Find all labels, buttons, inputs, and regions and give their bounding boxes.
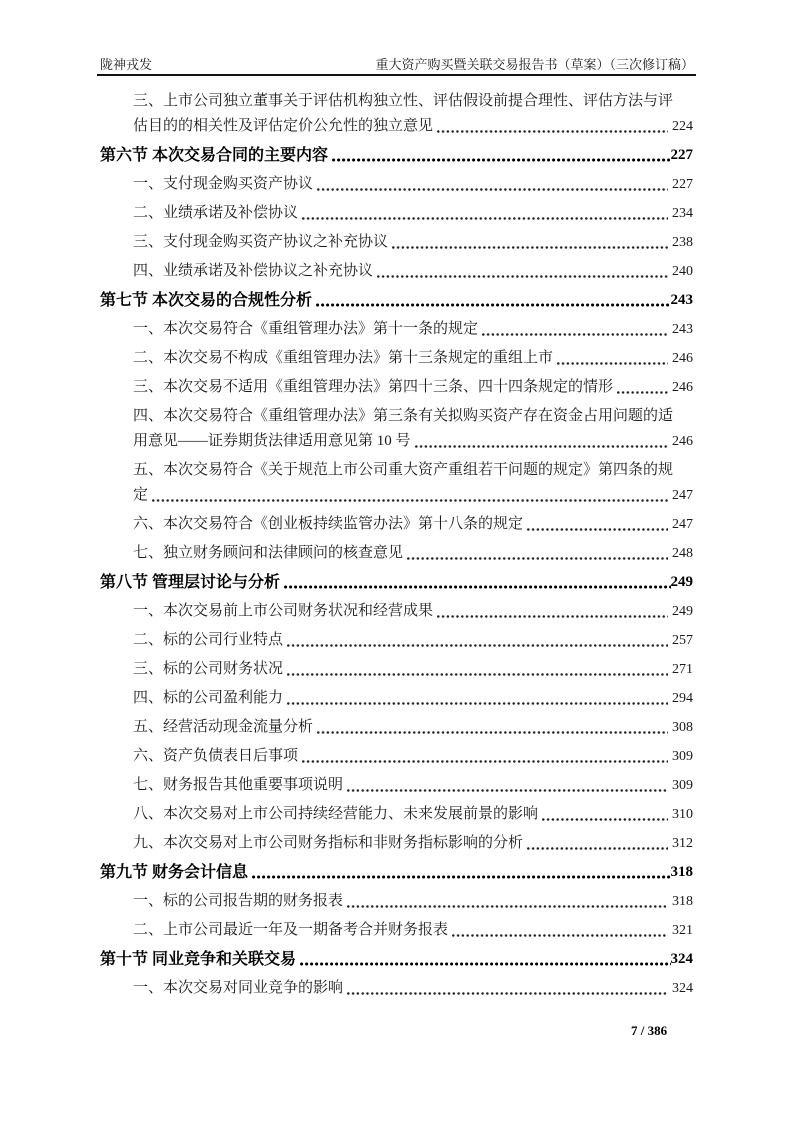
toc-entry [100, 802, 693, 827]
toc-entry-row [133, 375, 693, 400]
toc-entry-text: 二、上市公司最近一年及一期备考合并财务报表 [133, 922, 449, 938]
toc-entry-row [133, 429, 693, 454]
toc-page-number: 227 [670, 147, 693, 163]
toc-page-number: 243 [672, 322, 693, 337]
toc-entry [100, 512, 693, 537]
leader-dots [347, 789, 668, 792]
toc-entry-text: 三、标的公司财务状况 [133, 661, 284, 677]
toc-page-number: 249 [672, 604, 693, 619]
toc-entry-text: 一、本次交易前上市公司财务状况和经营成果 [133, 603, 434, 619]
toc-entry-row [133, 541, 693, 566]
toc-entry-row [133, 802, 693, 827]
toc-entry-text: 九、本次交易对上市公司财务指标和非财务指标影响的分析 [133, 835, 524, 851]
toc-entry-row [133, 628, 693, 653]
toc-entry-row [100, 947, 693, 972]
toc-page-number: 310 [672, 807, 693, 822]
toc-entry-row [133, 773, 693, 798]
toc-entry-row [133, 657, 693, 682]
toc-entry-text: 七、独立财务顾问和法律顾问的核查意见 [133, 545, 404, 561]
toc-entry [100, 288, 693, 313]
toc-page-number: 234 [672, 206, 693, 221]
toc-entry [100, 172, 693, 197]
toc-entry [100, 628, 693, 653]
toc-page-number: 318 [670, 864, 693, 880]
toc-page-number: 246 [672, 380, 693, 395]
toc-page-number: 309 [672, 749, 693, 764]
toc-entry [100, 201, 693, 226]
leader-dots [287, 673, 668, 676]
toc-entry-text: 五、本次交易符合《关于规范上市公司重大资产重组若干问题的规定》第四条的规 [133, 462, 674, 478]
toc-page-number: 246 [672, 351, 693, 366]
leader-dots [316, 303, 670, 307]
toc-entry-row [133, 686, 693, 711]
leader-dots [347, 905, 668, 908]
toc-entry-text: 二、标的公司行业特点 [133, 632, 284, 648]
toc-entry [100, 773, 693, 798]
toc-entry [100, 259, 693, 284]
toc-page-number: 324 [672, 981, 693, 996]
header-right-text: 重大资产购买暨关联交易报告书（草案）（三次修订稿） [375, 57, 694, 72]
toc-entry [100, 715, 693, 740]
header-rule [97, 74, 696, 76]
toc-page-number: 246 [672, 434, 693, 449]
toc-page-number: 294 [672, 691, 693, 706]
toc-entry [100, 831, 693, 856]
toc-entry-text: 二、业绩承诺及补偿协议 [133, 205, 299, 221]
toc-entry-text: 第十节 同业竞争和关联交易 [100, 951, 297, 968]
toc-entry-text: 四、本次交易符合《重组管理办法》第三条有关拟购买资产存在资金占用问题的适 [133, 408, 674, 424]
toc-page-number: 309 [672, 778, 693, 793]
toc-entry [100, 143, 693, 168]
toc-page-number: 312 [672, 836, 693, 851]
toc-entry-text: 八、本次交易对上市公司持续经营能力、未来发展前景的影响 [133, 806, 539, 822]
toc-entry-text: 第九节 财务会计信息 [100, 864, 249, 881]
toc-page-number: 249 [670, 574, 693, 590]
toc-entry [100, 889, 693, 914]
leader-dots [287, 702, 668, 705]
page-number-indicator: 7 / 386 [631, 1023, 668, 1038]
toc-entry-text: 一、支付现金购买资产协议 [133, 176, 314, 192]
toc-entry [100, 657, 693, 682]
toc-entry [100, 375, 693, 400]
toc-entry-text: 七、财务报告其他重要事项说明 [133, 777, 344, 793]
leader-dots [377, 275, 668, 278]
toc-entry [100, 744, 693, 769]
toc-page-number: 243 [670, 292, 693, 308]
leader-dots [437, 615, 668, 618]
toc-entry-row [133, 744, 693, 769]
toc-entry-text: 四、业绩承诺及补偿协议之补充协议 [133, 263, 374, 279]
toc-entry-text: 三、上市公司独立董事关于评估机构独立性、评估假设前提合理性、评估方法与评 [133, 93, 674, 109]
leader-dots [300, 962, 670, 966]
leader-dots [317, 188, 668, 191]
toc-page-number: 224 [672, 119, 693, 134]
leader-dots [437, 130, 668, 133]
toc-page-number: 271 [672, 662, 693, 677]
toc-entry [100, 89, 693, 139]
leader-dots [482, 333, 668, 336]
leader-dots [284, 585, 670, 589]
leader-dots [527, 528, 668, 531]
toc-entry [100, 346, 693, 371]
toc-entry-row [133, 715, 693, 740]
leader-dots [347, 992, 668, 995]
toc-page-number: 227 [672, 177, 693, 192]
toc-entry [100, 230, 693, 255]
leader-dots [252, 875, 670, 879]
toc-entry-row [133, 831, 693, 856]
toc-entry-row [133, 346, 693, 371]
toc-entry-text: 四、标的公司盈利能力 [133, 690, 284, 706]
toc-entry-text: 六、本次交易符合《创业板持续监管办法》第十八条的规定 [133, 516, 524, 532]
toc-entry-row [133, 512, 693, 537]
toc-page-number: 308 [672, 720, 693, 735]
toc-page-number: 238 [672, 235, 693, 250]
page-footer [631, 1022, 667, 1040]
toc-entry-row [100, 288, 693, 313]
toc-entry [100, 918, 693, 943]
toc-entry-row [133, 599, 693, 624]
toc-entry-text: 一、本次交易对同业竞争的影响 [133, 980, 344, 996]
toc-entry-row [100, 860, 693, 885]
toc-page-number: 240 [672, 264, 693, 279]
leader-dots [287, 644, 668, 647]
toc-entry [100, 599, 693, 624]
toc-entry-row [100, 570, 693, 595]
toc-entry-row [133, 114, 693, 139]
toc-page-number: 247 [672, 488, 693, 503]
toc-entry [100, 976, 693, 1001]
toc-entry-row [133, 889, 693, 914]
toc-page-number: 318 [672, 894, 693, 909]
toc-entry-row [133, 317, 693, 342]
toc-entry-text: 第八节 管理层讨论与分析 [100, 574, 281, 591]
page-header [100, 54, 694, 73]
toc-entry-text: 定 [133, 487, 149, 503]
toc-entry [100, 458, 693, 508]
toc-entry [100, 541, 693, 566]
toc-entry-text: 三、支付现金购买资产协议之补充协议 [133, 234, 389, 250]
toc-entry-text: 五、经营活动现金流量分析 [133, 719, 314, 735]
toc-entry [100, 570, 693, 595]
leader-dots [542, 818, 668, 821]
leader-dots [302, 217, 668, 220]
toc-entry-text: 第六节 本次交易合同的主要内容 [100, 147, 329, 164]
leader-dots [152, 499, 668, 502]
toc-entry-row [133, 918, 693, 943]
toc-page-number: 248 [672, 546, 693, 561]
toc-entry [100, 404, 693, 454]
toc-entry-text: 用意见——证券期货法律适用意见第 10 号 [133, 433, 411, 449]
toc-entry-text: 第七节 本次交易的合规性分析 [100, 292, 313, 309]
leader-dots [527, 847, 668, 850]
leader-dots [617, 391, 668, 394]
toc-entry-text: 三、本次交易不适用《重组管理办法》第四十三条、四十四条规定的情形 [133, 379, 614, 395]
toc-page-number: 321 [672, 923, 693, 938]
toc-entry-row [100, 143, 693, 168]
toc-page-number: 247 [672, 517, 693, 532]
toc-entry-row [133, 201, 693, 226]
toc-entry-text: 一、标的公司报告期的财务报表 [133, 893, 344, 909]
toc-entry-text: 估目的的相关性及评估定价公允性的独立意见 [133, 118, 434, 134]
toc-entry [100, 947, 693, 972]
toc-page-number: 324 [670, 951, 693, 967]
leader-dots [452, 934, 668, 937]
toc-entry-text: 六、资产负债表日后事项 [133, 748, 299, 764]
toc-entry-row [133, 259, 693, 284]
toc-entry-row [133, 230, 693, 255]
toc-page-number: 257 [672, 633, 693, 648]
leader-dots [302, 760, 668, 763]
header-left-text: 陇神戎发 [100, 57, 153, 72]
toc-entry [100, 860, 693, 885]
leader-dots [407, 557, 668, 560]
toc-entry [100, 317, 693, 342]
table-of-contents [100, 89, 693, 1005]
leader-dots [317, 731, 668, 734]
toc-entry-row [133, 483, 693, 508]
toc-entry [100, 686, 693, 711]
leader-dots [332, 158, 670, 162]
leader-dots [415, 445, 668, 448]
toc-entry-row [133, 976, 693, 1001]
toc-entry-text: 一、本次交易符合《重组管理办法》第十一条的规定 [133, 321, 479, 337]
leader-dots [557, 362, 668, 365]
leader-dots [392, 246, 668, 249]
toc-entry-row [133, 172, 693, 197]
toc-entry-text: 二、本次交易不构成《重组管理办法》第十三条规定的重组上市 [133, 350, 554, 366]
